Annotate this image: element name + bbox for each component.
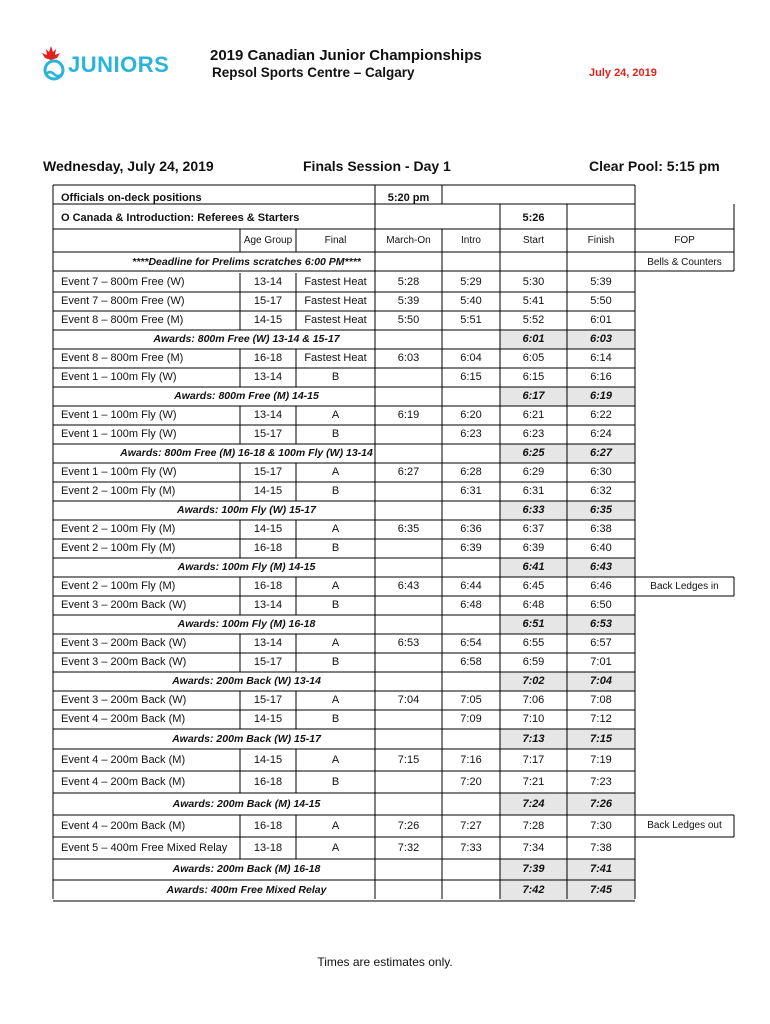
event-intro: 7:09 <box>460 713 482 725</box>
officials-time: 5:20 pm <box>387 192 430 204</box>
event-march-on: 7:26 <box>397 820 420 832</box>
event-final: A <box>331 523 340 535</box>
event-march-on: 7:32 <box>397 842 420 854</box>
clear-pool-time: Clear Pool: 5:15 pm <box>589 158 720 174</box>
event-age-group: 13-14 <box>253 637 283 649</box>
event-start: 7:17 <box>522 754 545 766</box>
event-final: B <box>331 599 340 611</box>
event-finish: 6:57 <box>590 637 612 649</box>
anthem-label: O Canada & Introduction: Referees & Starters <box>61 212 300 224</box>
event-final: B <box>331 713 340 725</box>
award-label: Awards: 100m Fly (M) 16-18 <box>177 618 316 630</box>
event-age-group: 15-17 <box>253 466 283 478</box>
award-label: Awards: 800m Free (W) 13-14 & 15-17 <box>153 333 340 345</box>
event-name: Event 2 – 100m Fly (M) <box>61 485 176 497</box>
col-fop: FOP <box>674 235 695 246</box>
event-name: Event 2 – 100m Fly (M) <box>61 523 176 535</box>
event-intro: 6:23 <box>460 428 482 440</box>
event-final: A <box>331 466 340 478</box>
event-intro: 7:16 <box>460 754 482 766</box>
event-intro: 6:54 <box>460 637 482 649</box>
footer-note: Times are estimates only. <box>317 955 453 969</box>
event-name: Event 4 – 200m Back (M) <box>61 754 186 766</box>
event-name: Event 2 – 100m Fly (M) <box>61 542 176 554</box>
event-name: Event 7 – 800m Free (W) <box>61 295 185 307</box>
event-age-group: 16-18 <box>253 542 283 554</box>
event-march-on: 7:04 <box>397 694 420 706</box>
award-start-time: 6:51 <box>522 618 545 630</box>
officials-label: Officials on-deck positions <box>61 192 202 204</box>
award-finish-time: 7:41 <box>589 863 613 875</box>
event-name: Event 1 – 100m Fly (W) <box>61 466 177 478</box>
award-label: Awards: 200m Back (W) 13-14 <box>172 675 321 687</box>
col-intro: Intro <box>460 235 481 246</box>
event-final: B <box>331 656 340 668</box>
event-name: Event 7 – 800m Free (W) <box>61 276 185 288</box>
award-label: Awards: 800m Free (M) 16-18 & 100m Fly (W) 13-14 <box>120 447 373 459</box>
event-age-group: 16-18 <box>253 352 283 364</box>
event-age-group: 13-14 <box>253 276 283 288</box>
award-finish-time: 6:19 <box>589 390 613 402</box>
event-final: A <box>331 637 340 649</box>
event-start: 6:45 <box>522 580 545 592</box>
event-finish: 6:16 <box>590 371 612 383</box>
award-label: Awards: 800m Free (M) 14-15 <box>174 390 319 402</box>
event-name: Event 5 – 400m Free Mixed Relay <box>61 842 228 854</box>
col-age-group: Age Group <box>243 235 293 246</box>
event-march-on: 5:28 <box>397 276 420 288</box>
award-finish-time: 6:43 <box>589 561 613 573</box>
award-label: Awards: 200m Back (M) 14-15 <box>172 798 321 810</box>
event-start: 7:06 <box>522 694 545 706</box>
event-age-group: 15-17 <box>253 656 283 668</box>
event-march-on: 6:53 <box>397 637 420 649</box>
event-march-on: 5:50 <box>397 314 420 326</box>
event-finish: 6:24 <box>590 428 612 440</box>
event-finish: 5:39 <box>590 276 612 288</box>
page-title: 2019 Canadian Junior Championships <box>210 47 482 64</box>
event-intro: 6:44 <box>460 580 482 592</box>
event-finish: 6:01 <box>590 314 612 326</box>
event-start: 5:52 <box>522 314 545 326</box>
session-name: Finals Session - Day 1 <box>303 158 451 174</box>
award-start-time: 6:33 <box>522 504 545 516</box>
event-start: 7:34 <box>522 842 545 854</box>
event-final: A <box>331 409 340 421</box>
event-age-group: 15-17 <box>253 694 283 706</box>
award-label: Awards: 100m Fly (M) 14-15 <box>177 561 316 573</box>
event-start: 6:48 <box>522 599 545 611</box>
event-intro: 6:48 <box>460 599 482 611</box>
event-intro: 6:39 <box>460 542 482 554</box>
event-start: 6:21 <box>522 409 545 421</box>
event-finish: 6:46 <box>590 580 612 592</box>
award-label: Awards: 200m Back (W) 15-17 <box>172 733 321 745</box>
event-final: Fastest Heat <box>304 276 367 288</box>
award-label: Awards: 100m Fly (W) 15-17 <box>177 504 316 516</box>
event-name: Event 1 – 100m Fly (W) <box>61 409 177 421</box>
event-start: 6:15 <box>522 371 545 383</box>
col-finish: Finish <box>587 235 615 246</box>
venue: Repsol Sports Centre – Calgary <box>212 65 415 80</box>
event-age-group: 14-15 <box>253 754 283 766</box>
event-start: 5:30 <box>522 276 545 288</box>
event-finish: 7:08 <box>590 694 612 706</box>
event-age-group: 14-15 <box>253 314 283 326</box>
event-intro: 6:20 <box>460 409 482 421</box>
award-start-time: 7:24 <box>522 798 545 810</box>
event-start: 6:59 <box>522 656 545 668</box>
event-final: Fastest Heat <box>304 352 367 364</box>
event-final: A <box>331 754 340 766</box>
event-intro: 7:27 <box>460 820 482 832</box>
event-intro: 6:36 <box>460 523 482 535</box>
event-age-group: 13-14 <box>253 409 283 421</box>
event-intro: 6:15 <box>460 371 482 383</box>
col-march-on: March-On <box>386 235 431 246</box>
event-final: Fastest Heat <box>304 314 367 326</box>
event-age-group: 13-14 <box>253 599 283 611</box>
award-label: Awards: 200m Back (M) 16-18 <box>172 863 321 875</box>
event-age-group: 15-17 <box>253 295 283 307</box>
event-start: 6:37 <box>522 523 545 535</box>
award-finish-time: 7:45 <box>589 884 613 896</box>
award-start-time: 7:39 <box>522 863 545 875</box>
session-day: Wednesday, July 24, 2019 <box>43 158 214 174</box>
award-start-time: 6:25 <box>522 447 545 459</box>
event-start: 6:05 <box>522 352 545 364</box>
event-finish: 6:50 <box>590 599 612 611</box>
event-finish: 7:38 <box>590 842 612 854</box>
event-finish: 6:14 <box>590 352 612 364</box>
event-name: Event 3 – 200m Back (W) <box>61 694 187 706</box>
event-finish: 6:40 <box>590 542 612 554</box>
event-age-group: 16-18 <box>253 580 283 592</box>
event-march-on: 6:35 <box>397 523 420 535</box>
award-start-time: 7:13 <box>522 733 545 745</box>
event-name: Event 4 – 200m Back (M) <box>61 776 186 788</box>
award-finish-time: 7:26 <box>589 798 613 810</box>
event-age-group: 14-15 <box>253 523 283 535</box>
event-start: 6:23 <box>522 428 545 440</box>
event-finish: 7:23 <box>590 776 612 788</box>
award-finish-time: 7:15 <box>589 733 613 745</box>
event-final: B <box>331 776 340 788</box>
event-name: Event 8 – 800m Free (M) <box>61 352 184 364</box>
event-start: 7:10 <box>522 713 545 725</box>
event-finish: 6:22 <box>590 409 612 421</box>
event-intro: 6:31 <box>460 485 482 497</box>
event-intro: 5:51 <box>460 314 482 326</box>
event-march-on: 5:39 <box>397 295 420 307</box>
event-intro: 5:29 <box>460 276 482 288</box>
fop-bells-counters: Bells & Counters <box>647 257 722 268</box>
award-finish-time: 6:03 <box>589 333 613 345</box>
fop-back-ledges-out: Back Ledges out <box>647 820 722 831</box>
event-final: A <box>331 580 340 592</box>
event-start: 6:55 <box>522 637 545 649</box>
event-march-on: 6:19 <box>397 409 420 421</box>
event-march-on: 6:27 <box>397 466 420 478</box>
event-finish: 7:12 <box>590 713 612 725</box>
event-age-group: 16-18 <box>253 820 283 832</box>
event-name: Event 8 – 800m Free (M) <box>61 314 184 326</box>
event-intro: 7:20 <box>460 776 482 788</box>
event-age-group: 14-15 <box>253 485 283 497</box>
event-intro: 5:40 <box>460 295 482 307</box>
scratch-deadline: ****Deadline for Prelims scratches 6:00 PM**** <box>132 256 361 268</box>
col-final: Final <box>324 235 347 246</box>
event-start: 6:29 <box>522 466 545 478</box>
award-finish-time: 7:04 <box>589 675 613 687</box>
event-finish: 6:32 <box>590 485 612 497</box>
award-start-time: 7:42 <box>522 884 545 896</box>
event-finish: 6:30 <box>590 466 612 478</box>
event-intro: 6:28 <box>460 466 482 478</box>
award-start-time: 6:17 <box>522 390 545 402</box>
event-final: B <box>331 542 340 554</box>
event-final: B <box>331 485 340 497</box>
event-name: Event 4 – 200m Back (M) <box>61 713 186 725</box>
header-date: July 24, 2019 <box>589 67 657 79</box>
event-final: A <box>331 694 340 706</box>
col-start: Start <box>522 235 545 246</box>
event-age-group: 16-18 <box>253 776 283 788</box>
event-march-on: 6:03 <box>397 352 420 364</box>
event-intro: 7:05 <box>460 694 482 706</box>
award-finish-time: 6:27 <box>589 447 613 459</box>
event-name: Event 2 – 100m Fly (M) <box>61 580 176 592</box>
fop-back-ledges-in: Back Ledges in <box>650 581 719 592</box>
event-age-group: 13-18 <box>253 842 283 854</box>
award-start-time: 6:41 <box>522 561 545 573</box>
event-final: B <box>331 428 340 440</box>
event-finish: 7:30 <box>590 820 612 832</box>
event-finish: 6:38 <box>590 523 612 535</box>
event-start: 7:28 <box>522 820 545 832</box>
event-final: A <box>331 820 340 832</box>
award-start-time: 6:01 <box>522 333 545 345</box>
event-start: 6:39 <box>522 542 545 554</box>
event-finish: 7:19 <box>590 754 612 766</box>
award-label: Awards: 400m Free Mixed Relay <box>166 884 327 896</box>
event-final: A <box>331 842 340 854</box>
award-finish-time: 6:35 <box>589 504 613 516</box>
event-march-on: 7:15 <box>397 754 420 766</box>
event-age-group: 14-15 <box>253 713 283 725</box>
event-finish: 5:50 <box>590 295 612 307</box>
event-finish: 7:01 <box>590 656 612 668</box>
event-name: Event 1 – 100m Fly (W) <box>61 371 177 383</box>
event-final: B <box>331 371 340 383</box>
event-march-on: 6:43 <box>397 580 420 592</box>
event-age-group: 15-17 <box>253 428 283 440</box>
event-start: 6:31 <box>522 485 545 497</box>
event-intro: 6:04 <box>460 352 482 364</box>
event-start: 5:41 <box>522 295 545 307</box>
event-intro: 6:58 <box>460 656 482 668</box>
award-start-time: 7:02 <box>522 675 545 687</box>
event-name: Event 3 – 200m Back (W) <box>61 637 187 649</box>
event-final: Fastest Heat <box>304 295 367 307</box>
award-finish-time: 6:53 <box>589 618 613 630</box>
event-age-group: 13-14 <box>253 371 283 383</box>
event-intro: 7:33 <box>460 842 482 854</box>
event-name: Event 4 – 200m Back (M) <box>61 820 186 832</box>
event-name: Event 3 – 200m Back (W) <box>61 599 187 611</box>
event-name: Event 3 – 200m Back (W) <box>61 656 187 668</box>
event-name: Event 1 – 100m Fly (W) <box>61 428 177 440</box>
event-start: 7:21 <box>522 776 545 788</box>
anthem-time: 5:26 <box>522 212 545 224</box>
logo-wordmark: JUNIORS <box>68 52 170 77</box>
